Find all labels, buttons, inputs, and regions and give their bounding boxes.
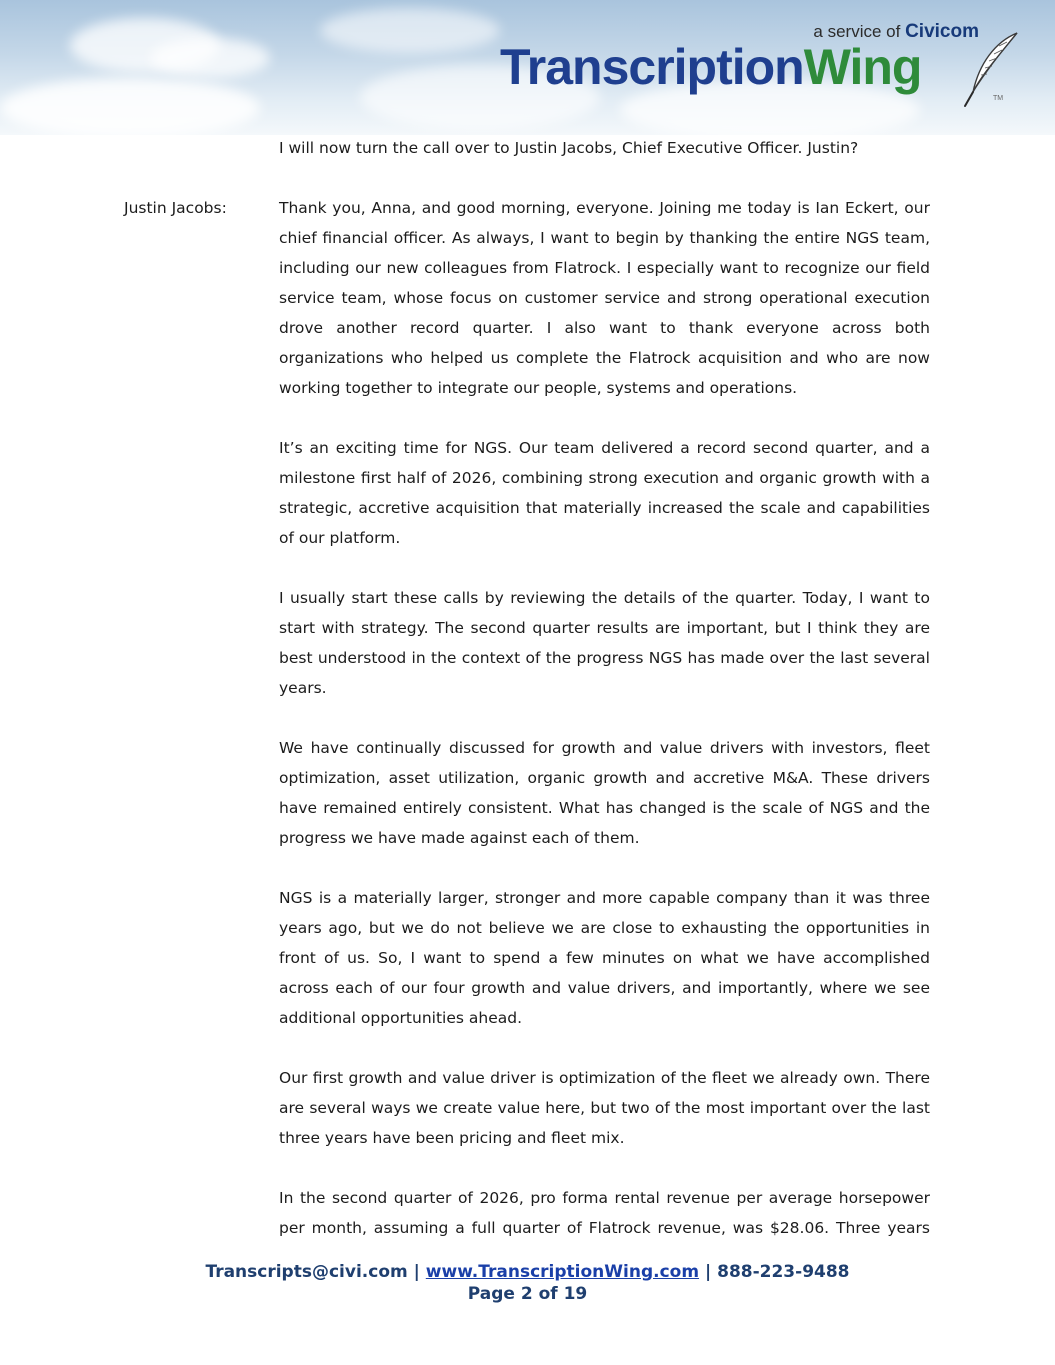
paragraph-line: Thank you, Anna, and good morning, everyone. Joining me today is Ian Eckert, our [279, 199, 930, 217]
paragraph-line: progress we have made against each of them. [279, 829, 640, 847]
paragraph-line: additional opportunities ahead. [279, 1009, 522, 1027]
paragraph-line: NGS is a materially larger, stronger and more capable company than it was three [279, 889, 930, 907]
quill-icon [955, 30, 1025, 110]
civicom-logo: Civicom [905, 21, 979, 42]
footer-email[interactable]: Transcripts@civi.com [205, 1262, 408, 1282]
paragraph-line: across each of our four growth and value drivers, and importantly, where we see [279, 979, 930, 997]
paragraph-line: We have continually discussed for growth and value drivers with investors, fleet [279, 739, 930, 757]
paragraph-line: It’s an exciting time for NGS. Our team delivered a record second quarter, and a [279, 439, 930, 457]
paragraph-line: chief financial officer. As always, I want to begin by thanking the entire NGS team, [279, 229, 930, 247]
footer-phone: 888-223-9488 [717, 1262, 850, 1282]
paragraph-line: drove another record quarter. I also want to thank everyone across both [279, 319, 930, 337]
paragraph-line: I usually start these calls by reviewing the details of the quarter. Today, I want to [279, 589, 930, 607]
cloud-decoration [0, 78, 260, 135]
brand-part-1: Transcription [500, 39, 804, 95]
footer-separator: | [704, 1262, 712, 1282]
paragraph-line: organizations who helped us complete the Flatrock acquisition and who are now [279, 349, 930, 367]
paragraph-line: service team, whose focus on customer service and strong operational execution [279, 289, 930, 307]
paragraph-line: strategic, accretive acquisition that materially increased the scale and capabilities [279, 499, 930, 517]
paragraph-line: In the second quarter of 2026, pro forma rental revenue per average horsepower [279, 1189, 930, 1207]
paragraph-line: Our first growth and value driver is optimization of the fleet we already own. There [279, 1069, 930, 1087]
intro-line: I will now turn the call over to Justin Jacobs, Chief Executive Officer. Justin? [279, 139, 859, 157]
paragraph-line: front of us. So, I want to spend a few minutes on what we have accomplished [279, 949, 930, 967]
brand-part-2: Wing [803, 39, 922, 95]
paragraph-line: have remained entirely consistent. What has changed is the scale of NGS and the [279, 799, 930, 817]
paragraph-line: per month, assuming a full quarter of Flatrock revenue, was $28.06. Three years [279, 1219, 930, 1237]
paragraph-line: are several ways we create value here, but two of the most important over the last [279, 1099, 930, 1117]
footer-website-link[interactable]: www.TranscriptionWing.com [425, 1262, 700, 1282]
paragraph-line: best understood in the context of the progress NGS has made over the last several [279, 649, 930, 667]
trademark-mark: TM [993, 95, 1004, 102]
page-number: Page 2 of 19 [467, 1284, 588, 1304]
footer-contact [0, 1262, 1055, 1282]
cloud-decoration [150, 38, 270, 78]
speaker-label: Justin Jacobs: [124, 199, 227, 217]
cloud-decoration [320, 8, 500, 53]
paragraph-line: years ago, but we do not believe we are close to exhausting the opportunities in [279, 919, 930, 937]
paragraph-line: milestone first half of 2026, combining strong execution and organic growth with a [279, 469, 930, 487]
paragraph-line: including our new colleagues from Flatrock. I especially want to recognize our field [279, 259, 930, 277]
footer-separator: | [413, 1262, 420, 1282]
paragraph-line: working together to integrate our people, systems and operations. [279, 379, 798, 397]
paragraph-line: three years have been pricing and fleet mix. [279, 1129, 625, 1147]
paragraph-line: years. [279, 679, 327, 697]
paragraph-line: of our platform. [279, 529, 401, 547]
paragraph-line: optimization, asset utilization, organic growth and accretive M&A. These drivers [279, 769, 930, 787]
transcriptionwing-logo [500, 39, 922, 95]
paragraph-line: start with strategy. The second quarter results are important, but I think they are [279, 619, 930, 637]
header-banner [0, 0, 1055, 135]
service-prefix: a service of [813, 22, 901, 41]
